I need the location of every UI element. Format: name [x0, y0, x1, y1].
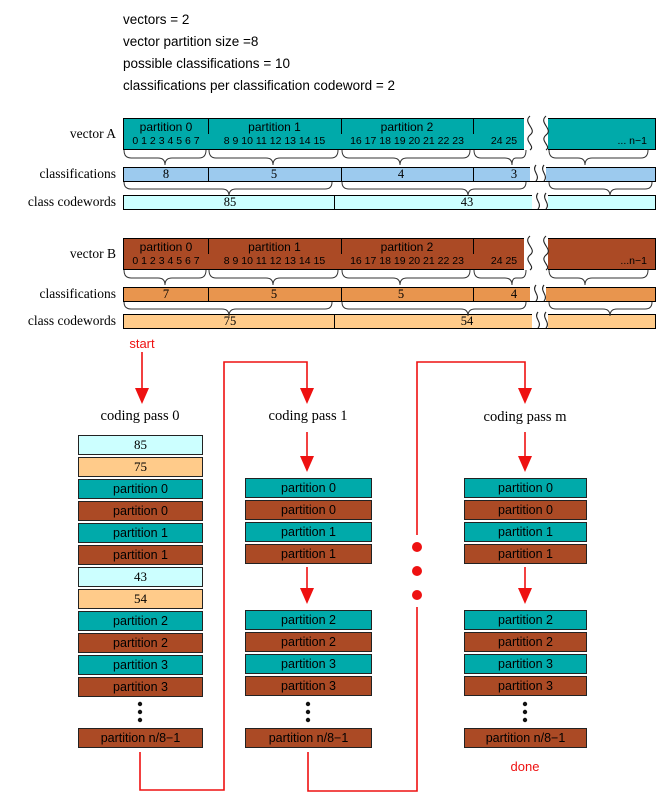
pass-box: partition 3 — [464, 676, 587, 696]
settings-line-partition-size: vector partition size =8 — [123, 34, 259, 49]
vector-b-bar — [123, 238, 656, 270]
vector-b-indices-2: 16 17 18 19 20 21 22 23 — [350, 255, 464, 267]
vector-a-bar — [123, 118, 656, 150]
passm-mid-arrow — [518, 567, 532, 604]
cell-divider — [334, 315, 335, 328]
pass-box: partition 3 — [78, 655, 203, 675]
vector-b-class-3: 4 — [510, 287, 518, 301]
coding-pass-1-group-2 — [245, 610, 372, 696]
start-arrow — [135, 352, 149, 404]
vector-a-partition-0: partition 0 — [139, 120, 193, 134]
vector-b-partition-0: partition 0 — [139, 240, 193, 254]
vector-b-codeword-1: 54 — [460, 314, 474, 328]
pass-box: 75 — [78, 457, 203, 477]
pass-box: partition 0 — [464, 500, 587, 520]
column-ellipsis-dots — [138, 702, 527, 722]
pass-box: partition 2 — [245, 610, 372, 630]
vector-b-codewords-bar — [123, 314, 656, 329]
settings-line-vectors: vectors = 2 — [123, 12, 190, 27]
settings-line-classifications: possible classifications = 10 — [123, 56, 290, 71]
pass-box: partition 0 — [78, 501, 203, 521]
vector-b-indices-0: 0 1 2 3 4 5 6 7 — [132, 255, 200, 267]
coding-pass-m-group-1 — [464, 478, 587, 564]
vector-a-codewords-bar — [123, 195, 656, 210]
pass-box: partition 3 — [78, 677, 203, 697]
vector-a-class-3: 3 — [510, 167, 518, 181]
vector-a-indices-0: 0 1 2 3 4 5 6 7 — [132, 135, 200, 147]
cell-divider — [341, 288, 342, 301]
vector-b-class-2: 5 — [397, 287, 405, 301]
pass-m-last-box: partition n/8−1 — [464, 728, 587, 748]
coding-pass-m-header: coding pass m — [483, 409, 567, 425]
pass-box: partition 0 — [78, 479, 203, 499]
vector-b-classifications-label: classifications — [39, 286, 116, 301]
pass-box: partition 2 — [464, 610, 587, 630]
vector-b-partition-1: partition 1 — [248, 240, 301, 254]
cell-divider — [208, 168, 209, 181]
pass-box: 85 — [78, 435, 203, 455]
partition-divider — [473, 239, 474, 254]
vector-b-classifications-bar — [123, 287, 656, 302]
pass-box: partition 3 — [245, 676, 372, 696]
pass-box: partition 0 — [245, 500, 372, 520]
cell-divider — [473, 288, 474, 301]
pass-box: partition 1 — [245, 544, 372, 564]
pass-box: partition 3 — [245, 654, 372, 674]
vector-a-partition-braces — [124, 150, 648, 165]
passm-header-arrow — [518, 432, 532, 472]
pass-box: partition 1 — [78, 545, 203, 565]
settings-text — [123, 9, 395, 97]
pass1-header-arrow — [300, 432, 314, 472]
cell-divider — [334, 196, 335, 209]
cell-divider — [473, 168, 474, 181]
coding-pass-1-group-1 — [245, 478, 372, 564]
vector-a-indices-2: 16 17 18 19 20 21 22 23 — [350, 135, 464, 147]
vector-a-classifications-bar — [123, 167, 656, 182]
vector-a-tail: ... n−1 — [617, 135, 647, 147]
settings-line-codeword: classifications per classification codeword = 2 — [123, 78, 396, 93]
coding-pass-0-stack — [78, 435, 203, 697]
vector-a-class-2: 4 — [397, 167, 405, 181]
pass-box: partition 2 — [245, 632, 372, 652]
vector-a-indices-3: 24 25 — [490, 135, 518, 147]
pass-box: partition 2 — [464, 632, 587, 652]
pass-box: partition 0 — [464, 478, 587, 498]
vector-a-codeword-braces — [124, 182, 652, 196]
vector-a-codewords-label: class codewords — [27, 194, 116, 209]
start-label: start — [129, 336, 155, 351]
vector-a-label: vector A — [69, 126, 116, 141]
pass-box: partition 1 — [78, 523, 203, 543]
vector-b-class-0: 7 — [162, 287, 170, 301]
done-label: done — [510, 759, 540, 774]
coding-pass-0-header: coding pass 0 — [100, 408, 180, 424]
vector-a-class-1: 5 — [270, 167, 278, 181]
vector-b-label: vector B — [69, 246, 116, 261]
vector-a-codeword-1: 43 — [460, 195, 474, 209]
vector-b-codewords-label: class codewords — [27, 313, 116, 328]
vector-a-partition-1: partition 1 — [248, 120, 301, 134]
pass-0-last-box: partition n/8−1 — [78, 728, 203, 748]
pass-1-last-box: partition n/8−1 — [245, 728, 372, 748]
vector-a-classifications-label: classifications — [39, 166, 116, 181]
pass-box: 54 — [78, 589, 203, 609]
pass-box: partition 2 — [78, 611, 203, 631]
vector-a-class-0: 8 — [162, 167, 170, 181]
pass-box: partition 1 — [245, 522, 372, 542]
pass1-mid-arrow — [300, 567, 314, 604]
coding-pass-m-group-2 — [464, 610, 587, 696]
pass-box: partition 1 — [464, 522, 587, 542]
coding-pass-1-header: coding pass 1 — [268, 408, 348, 424]
vector-a-partition-2: partition 2 — [380, 120, 434, 134]
vector-b-partition-braces — [124, 270, 648, 285]
partition-divider — [473, 119, 474, 134]
vector-b-codeword-0: 75 — [223, 314, 237, 328]
pass-box: 43 — [78, 567, 203, 587]
connector-pass1-to-passm — [308, 362, 532, 791]
vector-b-class-1: 5 — [270, 287, 278, 301]
pass-box: partition 0 — [245, 478, 372, 498]
vector-b-tail: ...n−1 — [620, 255, 647, 267]
cell-divider — [341, 168, 342, 181]
vector-b-indices-3: 24 25 — [490, 255, 518, 267]
pass-box: partition 2 — [78, 633, 203, 653]
cell-divider — [208, 288, 209, 301]
vector-b-partition-2: partition 2 — [380, 240, 434, 254]
pass-box: partition 1 — [464, 544, 587, 564]
vector-a-codeword-0: 85 — [223, 195, 237, 209]
vector-a-indices-1: 8 9 10 11 12 13 14 15 — [223, 135, 326, 147]
pass-box: partition 3 — [464, 654, 587, 674]
vector-b-indices-1: 8 9 10 11 12 13 14 15 — [223, 255, 326, 267]
